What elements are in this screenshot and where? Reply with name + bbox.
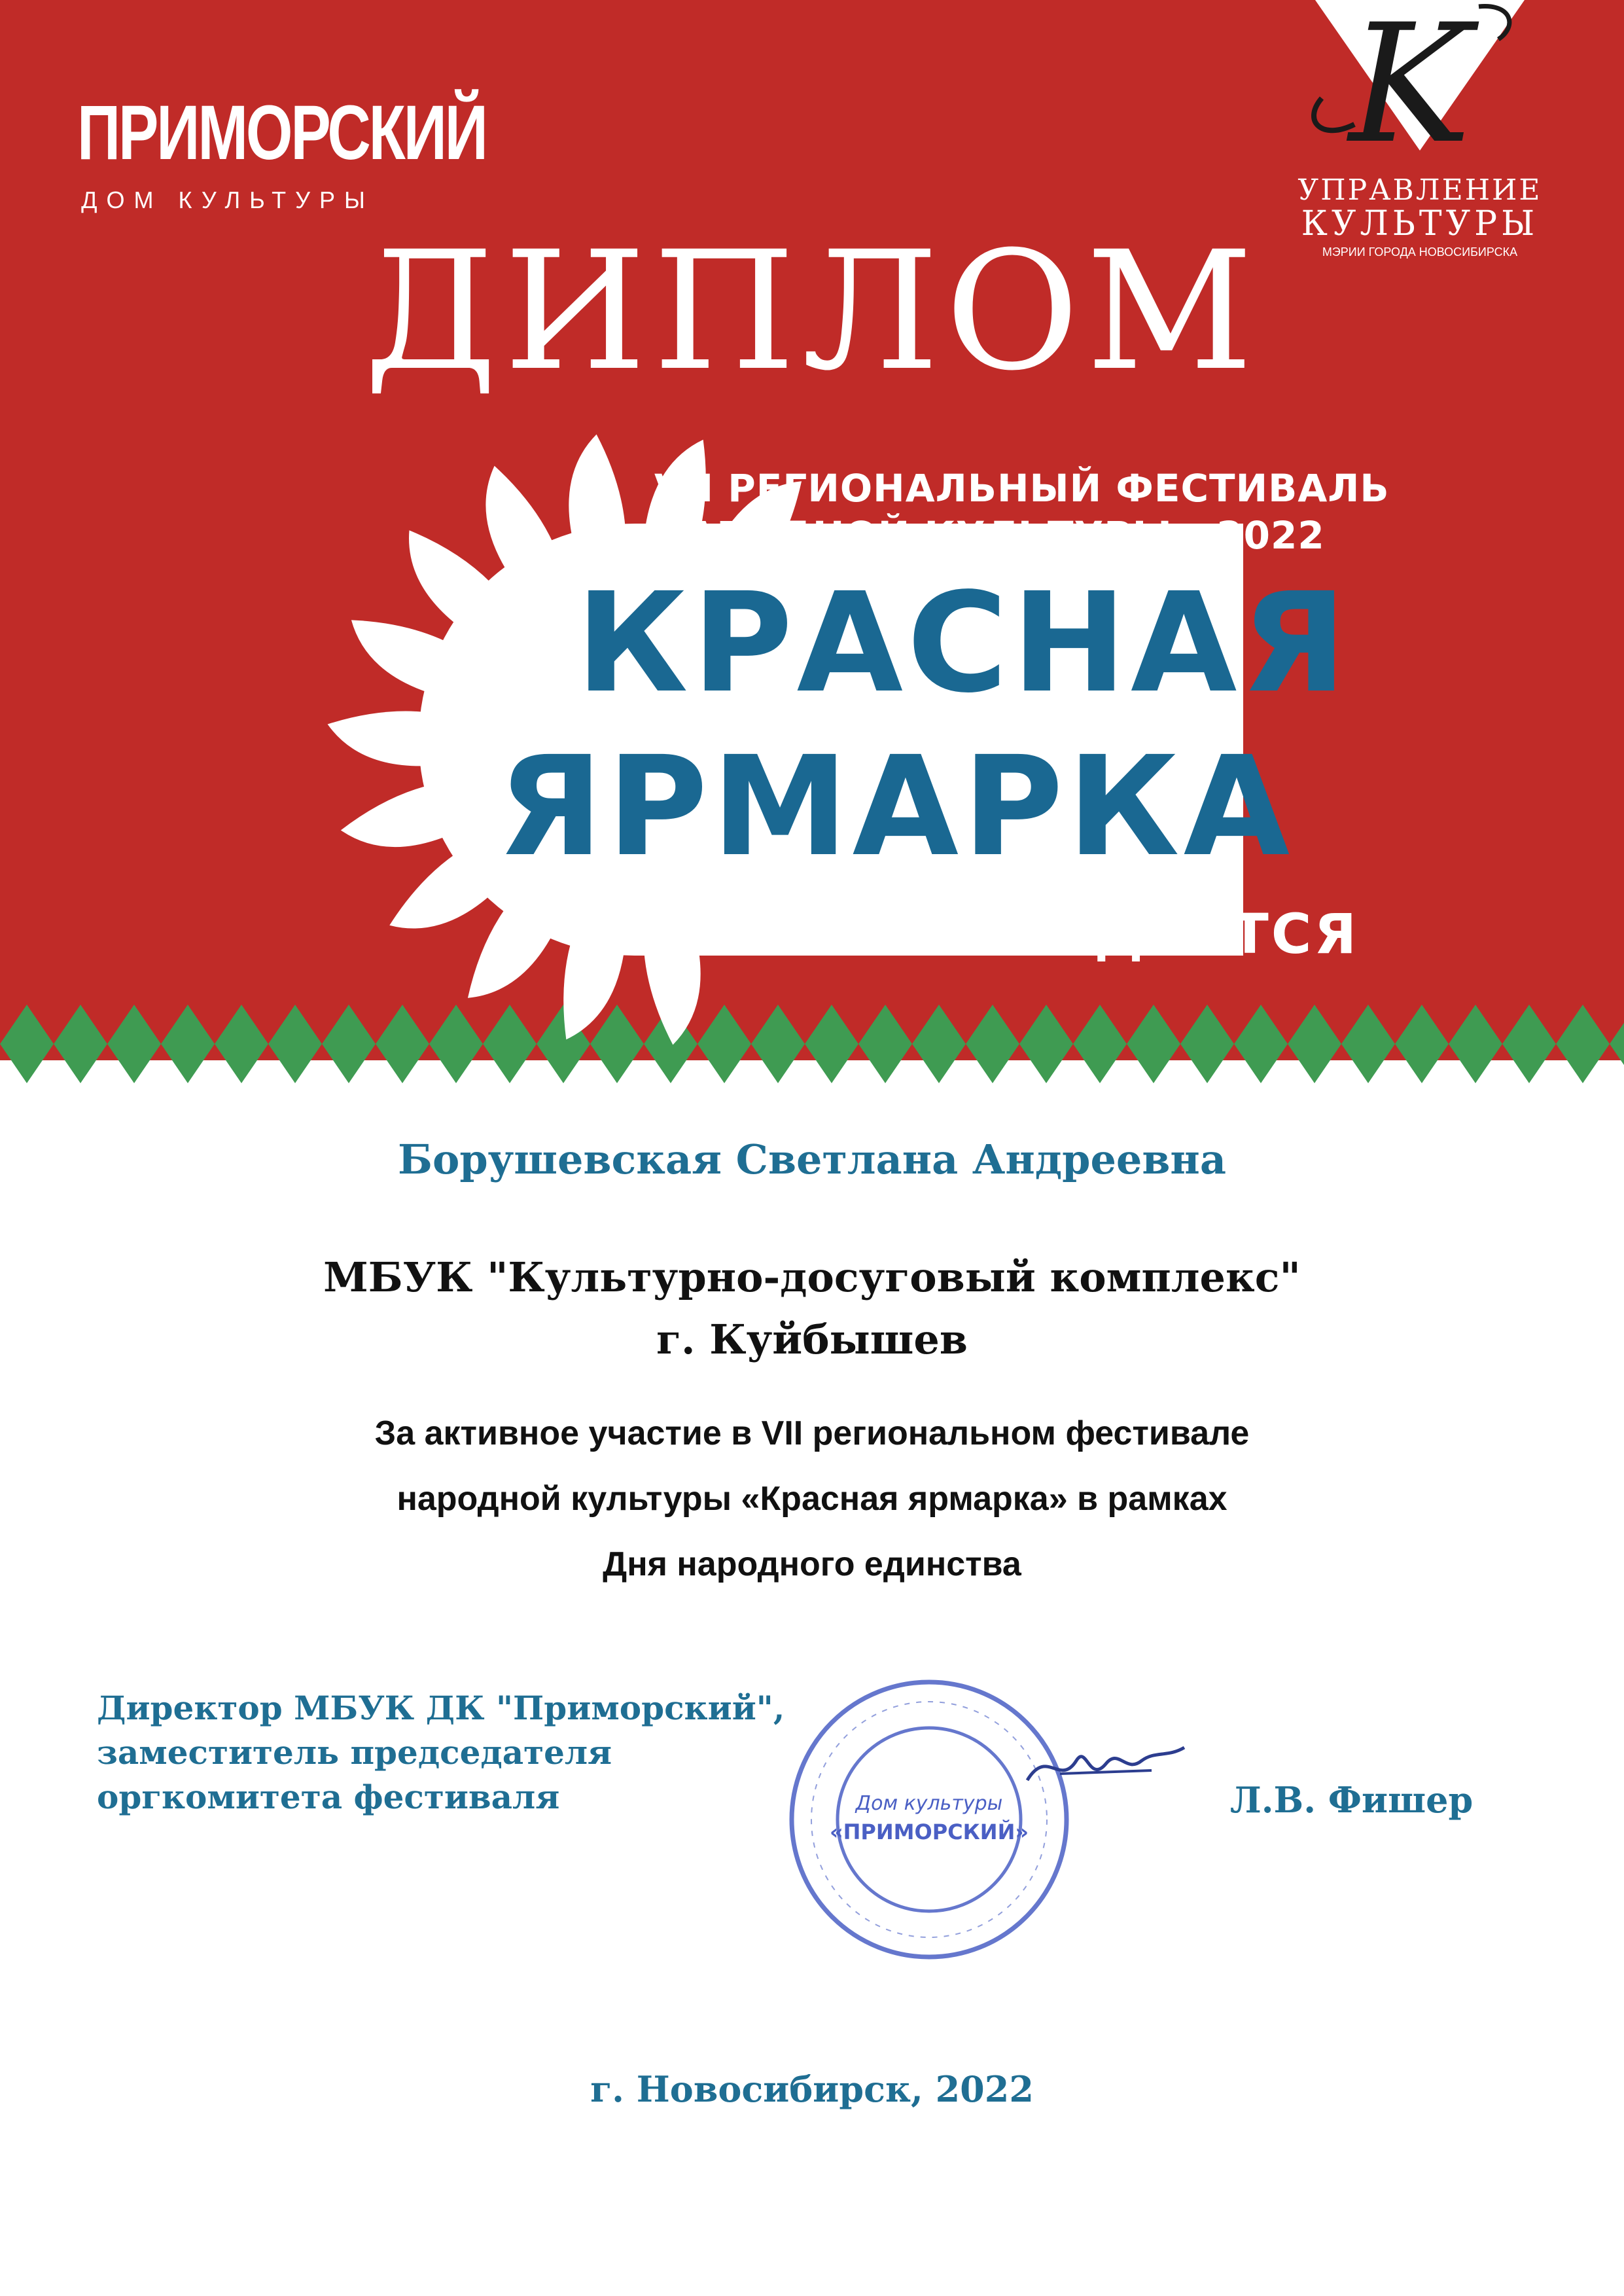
diamond <box>1556 1005 1610 1083</box>
culture-line-1: УПРАВЛЕНИЕ <box>1297 173 1542 207</box>
signatory-title-line-3: оргкомитета фестиваля <box>97 1778 560 1816</box>
place-and-date: г. Новосибирск, 2022 <box>590 2068 1034 2110</box>
stamp-text-1: Дом культуры <box>855 1792 1003 1815</box>
diamond <box>1341 1005 1395 1083</box>
logo-name: ПРИМОРСКИЙ <box>77 90 486 176</box>
diamond <box>1610 1005 1624 1083</box>
official-stamp <box>785 1676 1073 1964</box>
signatory-title-line-2: заместитель председателя <box>97 1733 612 1772</box>
festival-line-1: VII РЕГИОНАЛЬНЫЙ ФЕСТИВАЛЬ <box>654 466 1390 511</box>
recipient-city: г. Куйбышев <box>656 1316 968 1363</box>
primorsky-logo <box>77 62 486 226</box>
stamp-text-2: «ПРИМОРСКИЙ» <box>829 1820 1029 1844</box>
diamond <box>1395 1005 1449 1083</box>
handwritten-signature <box>1021 1734 1191 1800</box>
festival-name-line-1: КРАСНАЯ <box>576 563 1351 723</box>
diamond <box>107 1005 161 1083</box>
diamond <box>1502 1005 1556 1083</box>
signatory-name: Л.В. Фишер <box>1230 1779 1474 1821</box>
recipient-name: Борушевская Светлана Андреевна <box>397 1136 1226 1183</box>
diamond <box>215 1005 268 1083</box>
monogram-letter: K <box>1349 0 1472 170</box>
recipient-organization: МБУК "Культурно-досуговый комплекс" <box>323 1253 1301 1301</box>
diamond <box>161 1005 215 1083</box>
culture-line-3: МЭРИИ ГОРОДА НОВОСИБИРСКА <box>1322 245 1518 259</box>
reason-line-2: народной культуры «Красная ярмарка» в рамках <box>397 1480 1227 1518</box>
reason-line-1: За активное участие в VII региональном фестивале <box>374 1414 1250 1452</box>
diamond <box>1449 1005 1502 1083</box>
diploma-title: ДИПЛОМ <box>364 216 1260 406</box>
awarded-heading: НАГРАЖДАЕТСЯ <box>805 902 1360 966</box>
reason-line-3: Дня народного единства <box>603 1545 1021 1583</box>
diamond <box>54 1005 107 1083</box>
festival-name-line-2: ЯРМАРКА <box>497 726 1294 887</box>
logo-subtitle: ДОМ КУЛЬТУРЫ <box>81 187 374 213</box>
culture-monogram-icon <box>1282 0 1557 170</box>
diamond <box>0 1005 54 1083</box>
festival-line-2: НАРОДНОЙ КУЛЬТУРЫ - 2022 <box>654 513 1325 558</box>
culture-line-2: КУЛЬТУРЫ <box>1301 204 1539 243</box>
signatory-title-line-1: Директор МБУК ДК "Приморский", <box>97 1689 785 1727</box>
